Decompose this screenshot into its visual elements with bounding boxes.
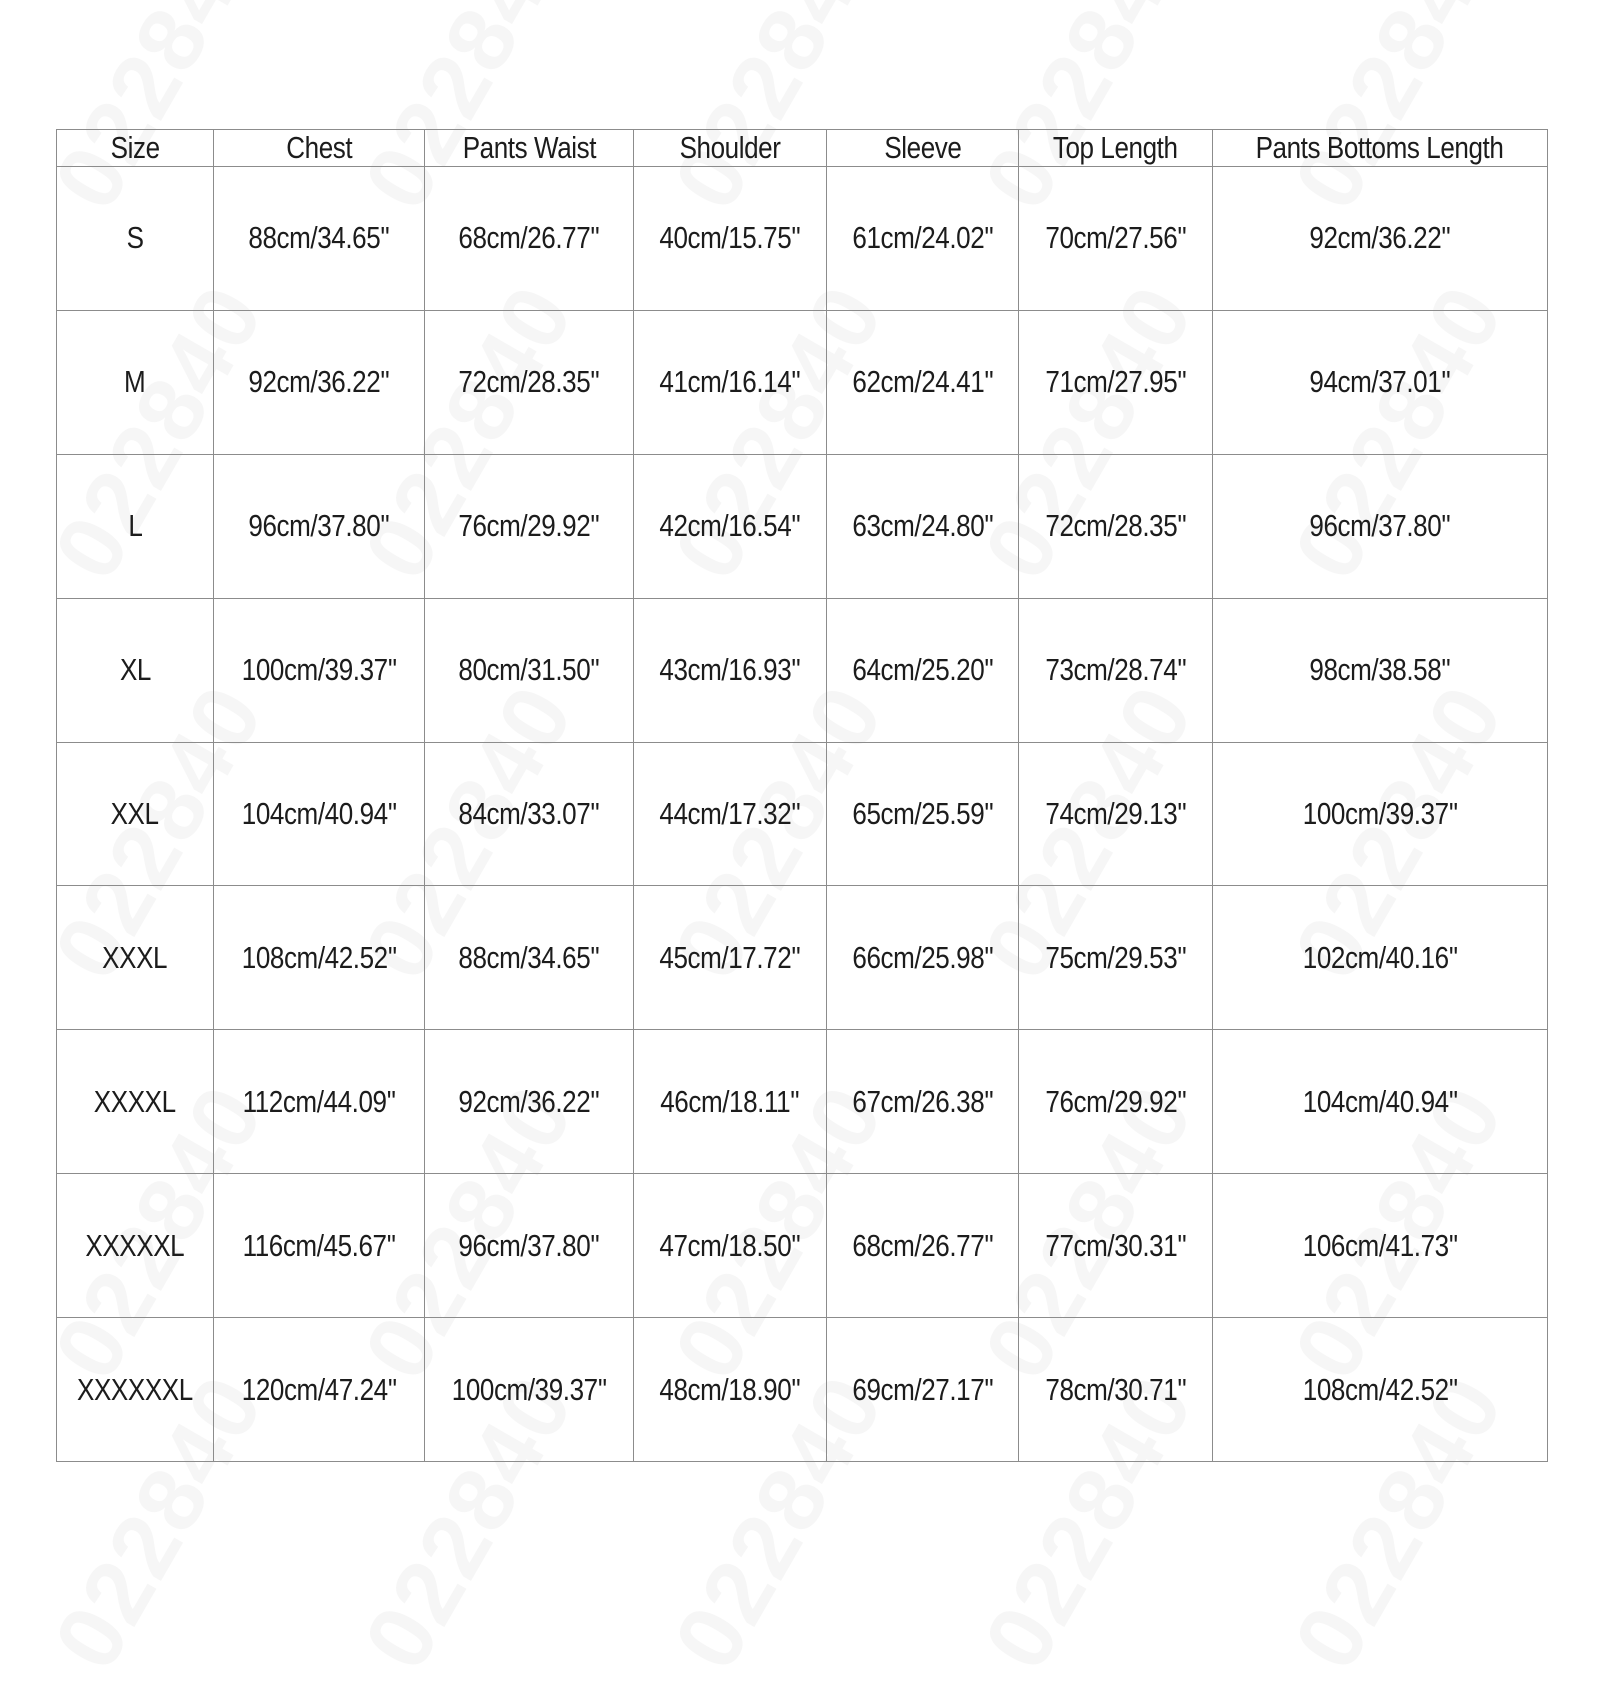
- pants-bottoms-length-cell: 94cm/37.01'': [1213, 310, 1548, 454]
- header-cell-pants-waist: Pants Waist: [425, 130, 634, 167]
- sleeve-cell: 65cm/25.59'': [827, 742, 1019, 886]
- chest-cell: 100cm/39.37'': [214, 598, 425, 742]
- top-length-cell: 73cm/28.74'': [1019, 598, 1213, 742]
- sleeve-cell: 69cm/27.17'': [827, 1318, 1019, 1462]
- shoulder-cell: 44cm/17.32'': [634, 742, 827, 886]
- header-row: [57, 130, 1548, 167]
- chest-cell: 116cm/45.67'': [214, 1174, 425, 1318]
- sleeve-cell: 66cm/25.98'': [827, 886, 1019, 1030]
- pants-bottoms-length-cell: 92cm/36.22'': [1213, 167, 1548, 311]
- chest-cell: 120cm/47.24'': [214, 1318, 425, 1462]
- top-length-cell: 75cm/29.53'': [1019, 886, 1213, 1030]
- table-row: [57, 1318, 1548, 1462]
- header-cell-top-length: Top Length: [1019, 130, 1213, 167]
- table-row: [57, 742, 1548, 886]
- shoulder-cell: 48cm/18.90'': [634, 1318, 827, 1462]
- header-cell-chest: Chest: [214, 130, 425, 167]
- size-cell: XL: [57, 598, 214, 742]
- pants-waist-cell: 100cm/39.37'': [425, 1318, 634, 1462]
- sleeve-cell: 64cm/25.20'': [827, 598, 1019, 742]
- size-cell: XXXXXXL: [57, 1318, 214, 1462]
- top-length-cell: 72cm/28.35'': [1019, 454, 1213, 598]
- chest-cell: 112cm/44.09'': [214, 1030, 425, 1174]
- table-row: [57, 598, 1548, 742]
- size-cell: L: [57, 454, 214, 598]
- pants-waist-cell: 92cm/36.22'': [425, 1030, 634, 1174]
- shoulder-cell: 46cm/18.11'': [634, 1030, 827, 1174]
- chest-cell: 88cm/34.65'': [214, 167, 425, 311]
- sleeve-cell: 67cm/26.38'': [827, 1030, 1019, 1174]
- pants-waist-cell: 88cm/34.65'': [425, 886, 634, 1030]
- pants-bottoms-length-cell: 102cm/40.16'': [1213, 886, 1548, 1030]
- pants-bottoms-length-cell: 108cm/42.52'': [1213, 1318, 1548, 1462]
- sleeve-cell: 63cm/24.80'': [827, 454, 1019, 598]
- header-cell-pants-bottoms-length: Pants Bottoms Length: [1213, 130, 1548, 167]
- top-length-cell: 70cm/27.56'': [1019, 167, 1213, 311]
- pants-waist-cell: 80cm/31.50'': [425, 598, 634, 742]
- size-cell: M: [57, 310, 214, 454]
- pants-bottoms-length-cell: 100cm/39.37'': [1213, 742, 1548, 886]
- top-length-cell: 74cm/29.13'': [1019, 742, 1213, 886]
- sleeve-cell: 68cm/26.77'': [827, 1174, 1019, 1318]
- chest-cell: 104cm/40.94'': [214, 742, 425, 886]
- pants-bottoms-length-cell: 104cm/40.94'': [1213, 1030, 1548, 1174]
- pants-waist-cell: 68cm/26.77'': [425, 167, 634, 311]
- top-length-cell: 78cm/30.71'': [1019, 1318, 1213, 1462]
- pants-waist-cell: 96cm/37.80'': [425, 1174, 634, 1318]
- pants-bottoms-length-cell: 106cm/41.73'': [1213, 1174, 1548, 1318]
- header-cell-sleeve: Sleeve: [827, 130, 1019, 167]
- top-length-cell: 76cm/29.92'': [1019, 1030, 1213, 1174]
- header-cell-shoulder: Shoulder: [634, 130, 827, 167]
- chest-cell: 96cm/37.80'': [214, 454, 425, 598]
- sleeve-cell: 61cm/24.02'': [827, 167, 1019, 311]
- chest-cell: 92cm/36.22'': [214, 310, 425, 454]
- chest-cell: 108cm/42.52'': [214, 886, 425, 1030]
- table-row: [57, 886, 1548, 1030]
- table-row: [57, 454, 1548, 598]
- size-cell: XXXXXL: [57, 1174, 214, 1318]
- pants-bottoms-length-cell: 98cm/38.58'': [1213, 598, 1548, 742]
- size-cell: XXXL: [57, 886, 214, 1030]
- pants-waist-cell: 84cm/33.07'': [425, 742, 634, 886]
- table-row: [57, 167, 1548, 311]
- size-chart-table: [56, 129, 1548, 1462]
- table-row: [57, 1030, 1548, 1174]
- header-cell-size: Size: [57, 130, 214, 167]
- shoulder-cell: 45cm/17.72'': [634, 886, 827, 1030]
- shoulder-cell: 40cm/15.75'': [634, 167, 827, 311]
- shoulder-cell: 41cm/16.14'': [634, 310, 827, 454]
- sleeve-cell: 62cm/24.41'': [827, 310, 1019, 454]
- size-cell: XXL: [57, 742, 214, 886]
- table-row: [57, 1174, 1548, 1318]
- table-row: [57, 310, 1548, 454]
- size-cell: XXXXL: [57, 1030, 214, 1174]
- pants-bottoms-length-cell: 96cm/37.80'': [1213, 454, 1548, 598]
- top-length-cell: 77cm/30.31'': [1019, 1174, 1213, 1318]
- top-length-cell: 71cm/27.95'': [1019, 310, 1213, 454]
- shoulder-cell: 47cm/18.50'': [634, 1174, 827, 1318]
- size-cell: S: [57, 167, 214, 311]
- shoulder-cell: 42cm/16.54'': [634, 454, 827, 598]
- shoulder-cell: 43cm/16.93'': [634, 598, 827, 742]
- pants-waist-cell: 72cm/28.35'': [425, 310, 634, 454]
- pants-waist-cell: 76cm/29.92'': [425, 454, 634, 598]
